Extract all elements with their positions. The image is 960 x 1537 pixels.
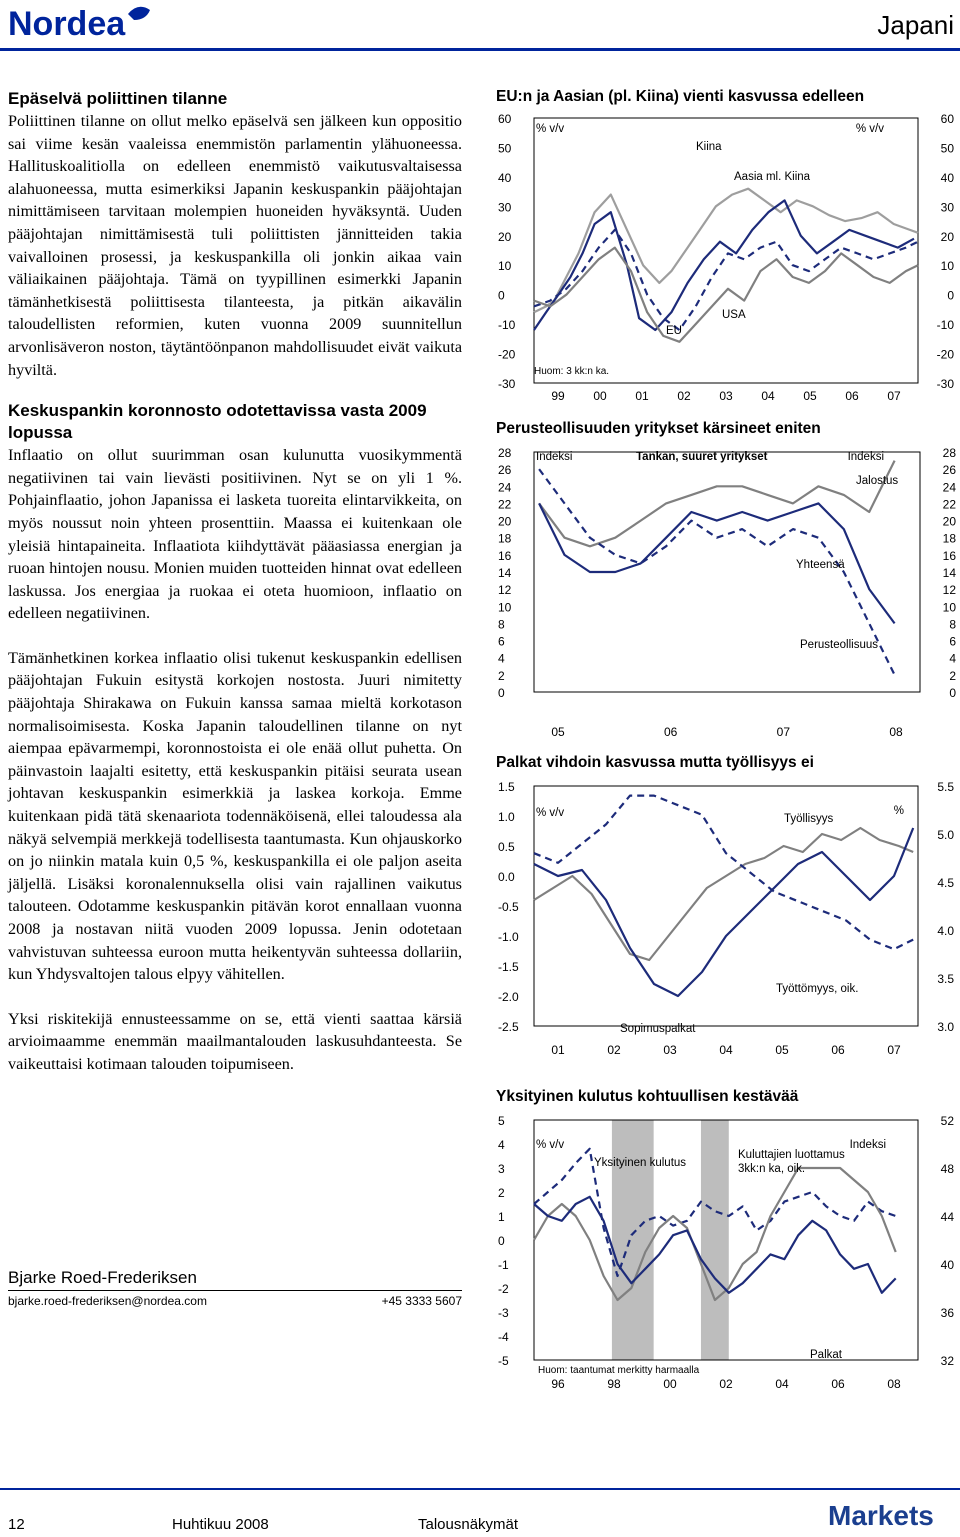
author-name: Bjarke Roed-Frederiksen bbox=[8, 1268, 462, 1291]
header-divider bbox=[0, 48, 960, 51]
x-tick-label: 06 bbox=[831, 1043, 845, 1057]
y2-tick-label: 0 bbox=[947, 288, 954, 303]
series-jalostus bbox=[539, 461, 895, 547]
y-tick-label: 1 bbox=[498, 1210, 505, 1224]
left-unit-label: Indeksi bbox=[536, 451, 573, 463]
y-tick-label: -2.0 bbox=[498, 990, 519, 1004]
paragraph-inflation: Inflaatio on ollut suurimman osan kulunutta vuosikymmentä negatiivinen tai vain lievästi positiivinen. Nyt se on yli 1 %. Pohjainflaatio, johon Japanissa ei lasketa tuoreita elintarvikkeita, on myös noussut noin yhteen prosenttiin. Maassa ei kuitenkaan ole yleisiä hintapaineita. Inflaatiota kiihdyttävät pääasiassa energian ja ruoan hintojen nousu. Monien muiden tuotteiden hinnat ovat edelleen laskussa. Jos energiaa ja ruokaa ei oteta huomioon, inflaatio on edelleen negatiivinen. bbox=[8, 446, 462, 623]
y2-tick-label: 24 bbox=[942, 480, 956, 495]
y-tick-label: -1.5 bbox=[498, 960, 519, 974]
y-tick-label: -1 bbox=[498, 1258, 509, 1272]
y-tick-label: -0.5 bbox=[498, 900, 519, 914]
x-tick-label: 08 bbox=[889, 725, 903, 739]
y-tick-label: 2 bbox=[498, 1186, 505, 1200]
y2-tick-label: 4.5 bbox=[937, 876, 954, 890]
x-tick-label: 06 bbox=[831, 1377, 845, 1391]
x-tick-label: 00 bbox=[663, 1377, 677, 1391]
recession-band bbox=[612, 1120, 654, 1360]
x-tick-label: 99 bbox=[551, 389, 565, 403]
x-tick-label: 06 bbox=[845, 389, 859, 403]
x-tick-label: 07 bbox=[887, 389, 901, 403]
y-tick-label: 26 bbox=[498, 463, 512, 478]
series-label: 3kk:n ka, oik. bbox=[738, 1163, 806, 1175]
y2-tick-label: 52 bbox=[940, 1114, 954, 1128]
series-työttömyys-oik- bbox=[534, 796, 913, 950]
chart-title: Palkat vihdoin kasvussa mutta työllisyys ei bbox=[496, 754, 814, 771]
chart-note: Huom: taantumat merkitty harmaalla bbox=[538, 1365, 700, 1376]
series-label: Työllisyys bbox=[784, 813, 834, 825]
y2-tick-label: -10 bbox=[936, 318, 954, 333]
y-tick-label: 10 bbox=[498, 259, 512, 274]
series-label: Kiina bbox=[696, 141, 722, 153]
y-tick-label: 6 bbox=[498, 634, 505, 649]
y-tick-label: 1.0 bbox=[498, 810, 515, 824]
x-tick-label: 03 bbox=[719, 389, 733, 403]
y2-tick-label: 40 bbox=[940, 170, 954, 185]
nordea-logo bbox=[8, 2, 158, 42]
left-unit-label: % v/v bbox=[536, 1139, 565, 1151]
page-region-title: Japani bbox=[877, 10, 954, 40]
plot-frame bbox=[534, 118, 918, 383]
plot-frame bbox=[534, 786, 918, 1026]
y-tick-label: 0 bbox=[498, 1234, 505, 1248]
y2-tick-label: 8 bbox=[949, 617, 956, 632]
chart-tankan bbox=[496, 420, 956, 750]
y2-tick-label: -20 bbox=[936, 347, 954, 362]
y2-tick-label: 6 bbox=[949, 634, 956, 649]
chart-wages bbox=[496, 754, 956, 1074]
y2-tick-label: 0 bbox=[949, 686, 956, 700]
chart-title: Yksityinen kulutus kohtuullisen kestävää bbox=[496, 1088, 799, 1105]
y-tick-label: -2 bbox=[498, 1282, 509, 1296]
series-label: Yhteensä bbox=[796, 559, 845, 571]
series-label: Työttömyys, oik. bbox=[776, 983, 859, 995]
series-kiina bbox=[534, 189, 918, 313]
article-body bbox=[8, 88, 462, 1076]
series-label: EU bbox=[666, 325, 682, 337]
x-tick-label: 05 bbox=[551, 725, 565, 739]
x-tick-label: 07 bbox=[776, 725, 791, 739]
y-tick-label: -3 bbox=[498, 1306, 509, 1320]
y2-tick-label: 26 bbox=[942, 463, 956, 478]
author-contact bbox=[8, 1294, 462, 1308]
chart-consumption bbox=[496, 1088, 956, 1408]
y2-tick-label: 36 bbox=[940, 1306, 954, 1320]
y-tick-label: -20 bbox=[498, 347, 516, 362]
chart-subtitle: Tankan, suuret yritykset bbox=[636, 451, 768, 463]
y2-tick-label: 5.0 bbox=[937, 828, 954, 842]
y-tick-label: 12 bbox=[498, 583, 512, 598]
x-tick-label: 05 bbox=[803, 389, 817, 403]
chart-title: EU:n ja Aasian (pl. Kiina) vienti kasvussa edelleen bbox=[496, 88, 865, 105]
y2-tick-label: 48 bbox=[940, 1162, 954, 1176]
chart-wages-svg bbox=[496, 774, 956, 1074]
paragraph-central-bank: Tämänhetkinen korkea inflaatio olisi tukenut keskuspankin edellisen pääjohtajan Fukuin esitystä korkojen nostosta. Juuri nimitetty pääjohtaja Shirakawa on Fukuin kanssa samaa mieltä korkotason normalisoimisesta. Koska Japanin taloudellinen tilanne on nyt aiempaa epävarmempi, koronnostoista ei ole enää ollut puhetta. On päinvastoin laajalti esitetty, että keskuspankin pitäisi seurata usean johtavan keskuspankin esimerkkiä ja laskea korkoja. Emme kuitenkaan pidä tätä skenaariota todennäköisenä, ellei taloudessa ala näkyä selvempiä merkkejä todellisesta taantumasta. Kun ohjauskorko on jo niinkin matala kuin 0,5 %, keskuspankilla ei ole paljon aseita jäljellä. Lisäksi koronalennuksella olisi vain rajallinen vaikutus talouteen. Odotamme keskuspankin pitävän korot ennallaan vuonna 2008 ja nostavan niitä vuoden 2009 lopussa. Jenin odotetaan vahvistuvan suhteessa euroon mutta heikentyvän suhteessa dollariin, kun Yhdysvaltojen talous elpyy vähitellen. bbox=[8, 648, 462, 984]
x-tick-label: 03 bbox=[663, 1043, 677, 1057]
recession-band bbox=[701, 1120, 729, 1360]
y2-tick-label: 18 bbox=[942, 531, 956, 546]
heading-political: Epäselvä poliittinen tilanne bbox=[8, 89, 228, 108]
y2-tick-label: 50 bbox=[940, 141, 954, 156]
series-sopimuspalkat bbox=[534, 828, 913, 996]
y-tick-label: 2 bbox=[498, 668, 505, 683]
left-unit-label: % v/v bbox=[536, 123, 565, 135]
y-tick-label: 14 bbox=[498, 566, 512, 580]
y2-tick-label: 60 bbox=[940, 112, 954, 126]
y2-tick-label: 28 bbox=[942, 446, 956, 460]
y2-tick-label: 32 bbox=[940, 1354, 954, 1368]
series-label: Sopimuspalkat bbox=[620, 1023, 696, 1035]
y-tick-label: 0.0 bbox=[498, 870, 515, 884]
y2-tick-label: 16 bbox=[942, 548, 956, 563]
y-tick-label: 24 bbox=[498, 480, 512, 495]
footer-publication: Talousnäkymät bbox=[418, 1516, 519, 1533]
right-unit-label: % v/v bbox=[855, 123, 884, 135]
author-email[interactable]: bjarke.roed-frederiksen@nordea.com bbox=[8, 1294, 207, 1308]
x-tick-label: 01 bbox=[635, 389, 649, 403]
y-tick-label: 18 bbox=[498, 531, 512, 546]
y-tick-label: 20 bbox=[498, 514, 512, 529]
x-tick-label: 07 bbox=[887, 1043, 901, 1057]
chart-tankan-svg bbox=[496, 440, 956, 750]
y2-tick-label: 22 bbox=[942, 497, 956, 512]
series-label: Perusteollisuus bbox=[800, 639, 878, 651]
y-tick-label: 22 bbox=[498, 497, 512, 512]
chart-exports bbox=[496, 88, 956, 408]
series-label: Aasia ml. Kiina bbox=[734, 171, 811, 183]
series-label: Kuluttajien luottamus bbox=[738, 1149, 845, 1161]
y-tick-label: 16 bbox=[498, 548, 512, 563]
y-tick-label: -2.5 bbox=[498, 1020, 519, 1034]
x-tick-label: 04 bbox=[719, 1043, 733, 1057]
paragraph-political: Poliittinen tilanne on ollut melko epäselvä sen jälkeen kun oppositio sai viime kesän vaaleissa enemmistön parlamentin ylähuoneessa. Hallituskoalitiolla on edelleen enemmistö vaikutusvaltaisessa alahuoneessa, mutta esimerkiksi Japanin keskuspankin pääjohtajan nimittämiseen tarvitaan molempien huoneiden hyväksyntä. Uuden pääjohtajan nimittämisestä tuli poliittisten jännitteiden takia vaivalloinen prosessi, ja keskuspankilla oli jonkin aikaa vain väliaikainen pääjohtaja. Tämä on tyypillinen esimerkki Japanin tämänhetkisestä poliittisesta tilanteesta, ja pitkän aikavälin taloudellisten reformien, kuten vuonna 2009 suunnitellun arvonlisäveron noston, täytäntöönpanon mahdollisuudet eivät vaikuta hyviltä. bbox=[8, 112, 462, 379]
chart-exports-svg bbox=[496, 108, 956, 408]
right-unit-label: Indeksi bbox=[849, 1139, 886, 1151]
y-tick-label: 3 bbox=[498, 1162, 505, 1176]
y2-tick-label: 10 bbox=[940, 259, 954, 274]
y-tick-label: 40 bbox=[498, 170, 512, 185]
page-number: 12 bbox=[8, 1516, 25, 1533]
y2-tick-label: 4 bbox=[949, 651, 956, 666]
author-block bbox=[8, 1268, 462, 1308]
markets-logo: Markets bbox=[828, 1500, 934, 1531]
y-tick-label: 10 bbox=[498, 600, 512, 615]
y-tick-label: -5 bbox=[498, 1354, 509, 1368]
author-phone: +45 3333 5607 bbox=[381, 1294, 462, 1308]
series-label: Palkat bbox=[810, 1349, 842, 1361]
series-label: Yksityinen kulutus bbox=[594, 1157, 687, 1169]
y-tick-label: 20 bbox=[498, 229, 512, 244]
footer-divider bbox=[0, 1488, 960, 1490]
y2-tick-label: 44 bbox=[940, 1210, 954, 1224]
x-tick-label: 00 bbox=[593, 389, 607, 403]
x-tick-label: 02 bbox=[677, 389, 691, 403]
y2-tick-label: 5.5 bbox=[937, 780, 954, 794]
y2-tick-label: 3.5 bbox=[937, 972, 954, 986]
y-tick-label: 8 bbox=[498, 617, 505, 632]
x-tick-label: 06 bbox=[663, 725, 678, 739]
footer-date: Huhtikuu 2008 bbox=[172, 1516, 269, 1533]
series-label: USA bbox=[722, 309, 746, 321]
chart-title: Perusteollisuuden yritykset kärsineet eniten bbox=[496, 420, 821, 437]
y-tick-label: -4 bbox=[498, 1330, 509, 1344]
series-usa bbox=[534, 248, 918, 342]
x-tick-label: 04 bbox=[761, 389, 775, 403]
y2-tick-label: 14 bbox=[942, 566, 956, 580]
y2-tick-label: 2 bbox=[949, 668, 956, 683]
series-label: Jalostus bbox=[856, 475, 899, 487]
chart-note: Huom: 3 kk:n ka. bbox=[534, 366, 610, 377]
x-tick-label: 04 bbox=[775, 1377, 789, 1391]
y-tick-label: 5 bbox=[498, 1114, 505, 1128]
x-tick-label: 98 bbox=[607, 1377, 621, 1391]
y-tick-label: 60 bbox=[498, 112, 512, 126]
brand-text: Nordea bbox=[8, 5, 126, 42]
y-tick-label: 0 bbox=[498, 288, 505, 303]
x-tick-label: 05 bbox=[775, 1043, 789, 1057]
y-tick-label: 0 bbox=[498, 686, 505, 700]
x-tick-label: 02 bbox=[719, 1377, 733, 1391]
heading-rates: Keskuspankin koronnosto odotettavissa vasta 2009 lopussa bbox=[8, 401, 427, 443]
y2-tick-label: 12 bbox=[942, 583, 956, 598]
paragraph-risk: Yksi riskitekijä ennusteessamme on se, että vienti saattaa kärsiä arvioimaamme enemmän maailmantalouden laskusuhdanteesta. Se vaikeuttaisi kotimaan talouden toipumiseen. bbox=[8, 1009, 462, 1073]
y-tick-label: 28 bbox=[498, 446, 512, 460]
x-tick-label: 08 bbox=[887, 1377, 901, 1391]
y-tick-label: 30 bbox=[498, 200, 512, 215]
y-tick-label: 4 bbox=[498, 651, 505, 666]
y-tick-label: 0.5 bbox=[498, 840, 515, 854]
y-tick-label: 50 bbox=[498, 141, 512, 156]
y2-tick-label: 20 bbox=[940, 229, 954, 244]
y2-tick-label: 3.0 bbox=[937, 1020, 954, 1034]
x-tick-label: 96 bbox=[551, 1377, 565, 1391]
y2-tick-label: 20 bbox=[942, 514, 956, 529]
y2-tick-label: -30 bbox=[936, 377, 954, 391]
x-tick-label: 01 bbox=[551, 1043, 565, 1057]
y-tick-label: 1.5 bbox=[498, 780, 515, 794]
y-tick-label: -1.0 bbox=[498, 930, 519, 944]
y2-tick-label: 10 bbox=[942, 600, 956, 615]
y-tick-label: -10 bbox=[498, 318, 516, 333]
left-unit-label: % v/v bbox=[536, 807, 565, 819]
right-unit-label: Indeksi bbox=[847, 451, 884, 463]
x-tick-label: 02 bbox=[607, 1043, 621, 1057]
y2-tick-label: 4.0 bbox=[937, 924, 954, 938]
y-tick-label: -30 bbox=[498, 377, 516, 391]
y-tick-label: 4 bbox=[498, 1138, 505, 1152]
y2-tick-label: 30 bbox=[940, 200, 954, 215]
y2-tick-label: 40 bbox=[940, 1258, 954, 1272]
right-unit-label: % bbox=[893, 805, 904, 817]
brand-mark-icon bbox=[128, 7, 150, 20]
chart-consumption-svg bbox=[496, 1108, 956, 1408]
